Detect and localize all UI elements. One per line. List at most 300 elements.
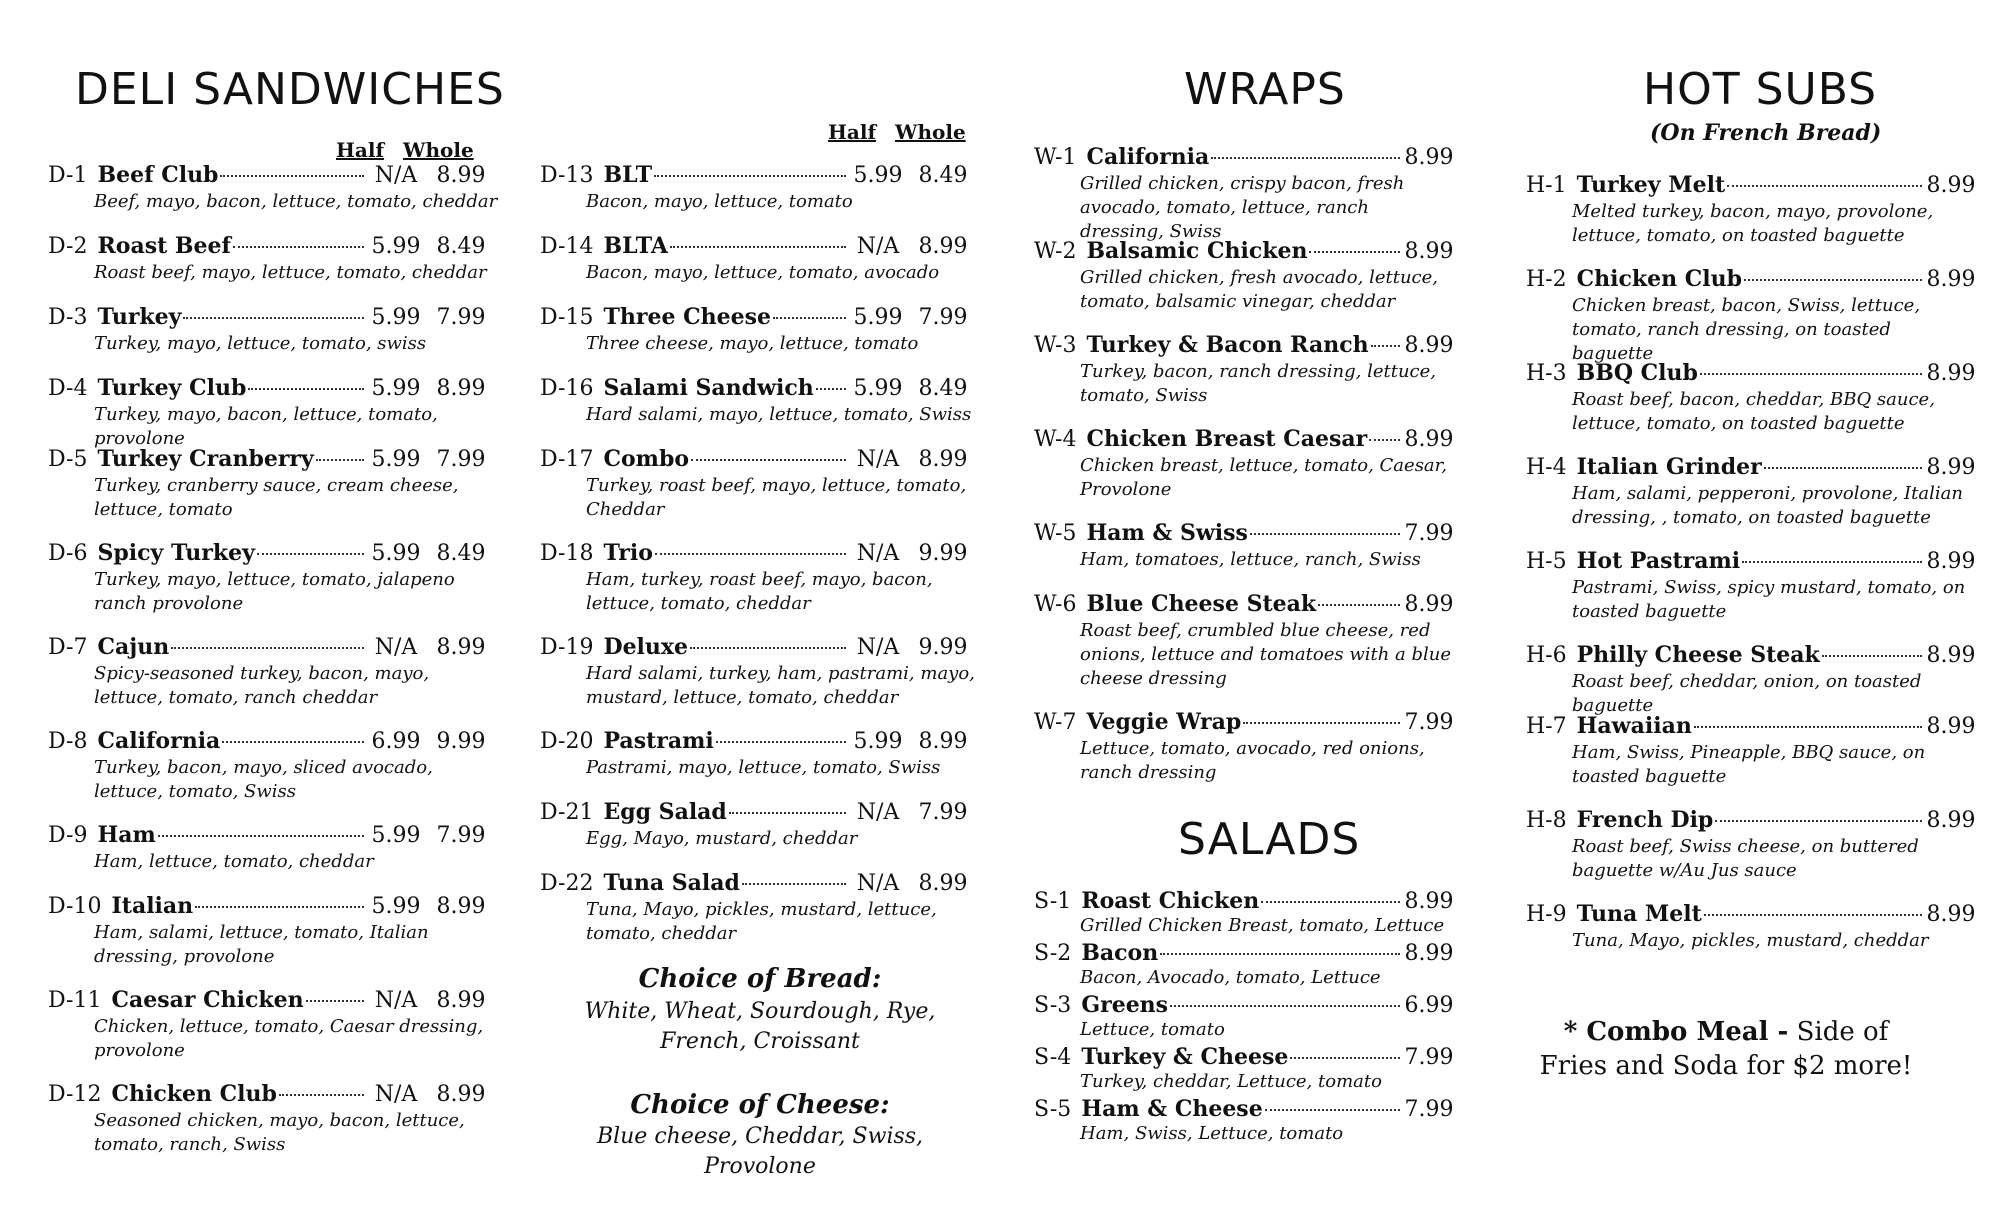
item-description: Grilled chicken, fresh avocado, lettuce, tomato, balsamic vinegar, cheddar — [1080, 267, 1439, 312]
item-code: W-2 — [1034, 239, 1077, 264]
item-description: Ham, turkey, roast beef, mayo, bacon, lettuce, tomato, cheddar — [586, 569, 933, 614]
deli-sandwiches-section — [48, 0, 505, 1214]
menu-item-row — [1034, 1096, 1454, 1122]
menu-item-row — [48, 304, 498, 330]
item-name: Ham & Swiss — [1086, 520, 1248, 546]
item-name: Italian — [111, 893, 194, 919]
item-name: Blue Cheese Steak — [1086, 591, 1317, 617]
item-code: D-11 — [48, 988, 102, 1013]
choice-of-bread-title: Choice of Bread: — [638, 964, 882, 994]
item-name: Cajun — [97, 634, 170, 660]
item-code: S-2 — [1034, 941, 1072, 966]
item-code: S-5 — [1034, 1097, 1072, 1122]
half-price: 5.99 — [371, 541, 421, 566]
item-code: D-20 — [540, 729, 594, 754]
salads-title: SALADS — [1178, 814, 1361, 865]
menu-item — [48, 634, 498, 710]
half-column-label-2: Half — [828, 120, 877, 144]
dot-leader — [1371, 345, 1400, 347]
menu-item-row — [540, 870, 980, 896]
menu-item — [1526, 713, 1976, 789]
item-code: H-6 — [1526, 643, 1567, 668]
half-price: N/A — [374, 635, 418, 660]
item-name: Roast Chicken — [1081, 888, 1260, 914]
whole-price: 8.99 — [436, 376, 486, 401]
item-price: 8.99 — [1926, 643, 1976, 668]
dot-leader — [1694, 726, 1922, 728]
item-code: D-13 — [540, 163, 594, 188]
menu-item — [1526, 172, 1976, 248]
item-code: D-2 — [48, 234, 88, 259]
half-price: 5.99 — [371, 447, 421, 472]
item-code: W-4 — [1034, 427, 1077, 452]
dot-leader — [171, 647, 364, 649]
item-name: Caesar Chicken — [111, 987, 304, 1013]
menu-item — [1034, 888, 1454, 938]
item-description: Pastrami, Swiss, spicy mustard, tomato, on toasted baguette — [1572, 577, 1966, 622]
wraps-salads-section — [1034, 0, 1474, 1214]
menu-item-row — [1526, 266, 1976, 292]
item-name: California — [97, 728, 221, 754]
item-price: 8.99 — [1404, 592, 1454, 617]
item-description: Ham, salami, pepperoni, provolone, Italian dressing, , tomato, on toasted baguette — [1572, 483, 1963, 528]
dot-leader — [1265, 1109, 1400, 1111]
item-description: Roast beef, cheddar, onion, on toasted baguette — [1572, 671, 1922, 716]
menu-item — [1034, 520, 1454, 572]
item-code: D-5 — [48, 447, 88, 472]
item-price: 8.99 — [1926, 173, 1976, 198]
menu-item-row — [540, 233, 980, 259]
item-price: 8.99 — [1404, 333, 1454, 358]
item-description: Hard salami, turkey, ham, pastrami, mayo, mustard, lettuce, tomato, cheddar — [586, 663, 975, 708]
menu-item — [48, 304, 498, 356]
dot-leader — [220, 175, 364, 177]
whole-price: 8.49 — [918, 163, 968, 188]
menu-item — [1526, 901, 1976, 953]
item-code: D-1 — [48, 163, 88, 188]
menu-item-row — [48, 446, 498, 472]
menu-item — [48, 987, 498, 1063]
half-price: 5.99 — [371, 376, 421, 401]
half-price: N/A — [856, 541, 900, 566]
menu-item — [540, 799, 980, 851]
menu-item — [540, 634, 980, 710]
half-price: N/A — [856, 871, 900, 896]
menu-item-row — [1034, 940, 1454, 966]
item-description: Lettuce, tomato, avocado, red onions, ranch dressing — [1080, 738, 1425, 783]
dot-leader — [222, 741, 364, 743]
menu-item — [1526, 266, 1976, 366]
item-code: H-3 — [1526, 361, 1567, 386]
item-price: 8.99 — [1404, 145, 1454, 170]
half-price: N/A — [856, 800, 900, 825]
dot-leader — [1704, 914, 1922, 916]
menu-item — [48, 233, 498, 285]
item-description: Tuna, Mayo, pickles, mustard, lettuce, tomato, cheddar — [586, 899, 937, 944]
menu-item — [1034, 144, 1454, 244]
item-name: Chicken Club — [111, 1081, 277, 1107]
item-code: D-3 — [48, 305, 88, 330]
choice-of-cheese-title: Choice of Cheese: — [630, 1090, 890, 1120]
item-description: Roast beef, bacon, cheddar, BBQ sauce, lettuce, tomato, on toasted baguette — [1572, 389, 1935, 434]
item-description: Hard salami, mayo, lettuce, tomato, Swiss — [586, 404, 972, 425]
dot-leader — [158, 835, 364, 837]
item-name: Salami Sandwich — [603, 375, 814, 401]
item-description: Roast beef, Swiss cheese, on buttered baguette w/Au Jus sauce — [1572, 836, 1919, 881]
whole-price: 8.49 — [918, 376, 968, 401]
menu-item-row — [48, 987, 498, 1013]
menu-item-row — [48, 634, 498, 660]
deli-sandwiches-continued-section — [540, 0, 980, 1214]
item-name: BBQ Club — [1576, 360, 1698, 386]
whole-price: 8.99 — [918, 729, 968, 754]
dot-leader — [691, 459, 846, 461]
item-name: California — [1086, 144, 1210, 170]
dot-leader — [1700, 373, 1922, 375]
dot-leader — [729, 812, 846, 814]
whole-price: 7.99 — [436, 447, 486, 472]
dot-leader — [316, 459, 364, 461]
menu-item — [1034, 426, 1454, 502]
dot-leader — [1250, 533, 1400, 535]
item-price: 7.99 — [1404, 521, 1454, 546]
menu-item-row — [1526, 642, 1976, 668]
item-name: French Dip — [1576, 807, 1714, 833]
item-description: Egg, Mayo, mustard, cheddar — [586, 828, 858, 849]
dot-leader — [654, 175, 846, 177]
item-description: Ham, Swiss, Pineapple, BBQ sauce, on toasted baguette — [1572, 742, 1926, 787]
menu-item — [1526, 548, 1976, 624]
dot-leader — [816, 388, 846, 390]
item-code: S-1 — [1034, 889, 1072, 914]
item-code: H-4 — [1526, 455, 1567, 480]
menu-item — [540, 728, 980, 780]
hot-subs-subtitle: (On French Bread) — [1650, 120, 1882, 146]
dot-leader — [1764, 467, 1922, 469]
menu-item — [1526, 360, 1976, 436]
half-price: N/A — [374, 1082, 418, 1107]
item-name: Chicken Club — [1576, 266, 1743, 292]
item-name: Egg Salad — [603, 799, 727, 825]
whole-price: 9.99 — [918, 541, 968, 566]
item-price: 7.99 — [1404, 710, 1454, 735]
item-price: 8.99 — [1404, 889, 1454, 914]
dot-leader — [1318, 604, 1400, 606]
menu-item — [1526, 454, 1976, 530]
item-name: Turkey Club — [97, 375, 247, 401]
item-code: W-1 — [1034, 145, 1077, 170]
menu-item-row — [1034, 591, 1454, 617]
item-description: Chicken, lettuce, tomato, Caesar dressing, provolone — [94, 1016, 484, 1061]
whole-price: 7.99 — [436, 823, 486, 848]
menu-item — [540, 446, 980, 522]
half-price: 5.99 — [853, 729, 903, 754]
half-price: 6.99 — [371, 729, 421, 754]
menu-item-row — [1034, 1044, 1454, 1070]
menu-item-row — [1034, 332, 1454, 358]
dot-leader — [1369, 439, 1400, 441]
item-description: Bacon, mayo, lettuce, tomato — [586, 191, 853, 212]
choice-of-cheese-text: Blue cheese, Cheddar, Swiss, Provolone — [596, 1124, 924, 1179]
item-name: Philly Cheese Steak — [1576, 642, 1820, 668]
dot-leader — [1170, 1005, 1400, 1007]
menu-item-row — [48, 162, 498, 188]
menu-item-row — [48, 893, 498, 919]
half-price: N/A — [856, 234, 900, 259]
item-code: S-3 — [1034, 993, 1072, 1018]
item-name: Spicy Turkey — [97, 540, 255, 566]
item-code: H-1 — [1526, 173, 1567, 198]
item-name: Tuna Melt — [1576, 901, 1702, 927]
item-description: Melted turkey, bacon, mayo, provolone, lettuce, tomato, on toasted baguette — [1572, 201, 1934, 246]
item-name: Turkey Cranberry — [97, 446, 314, 472]
item-code: H-5 — [1526, 549, 1567, 574]
half-price: 5.99 — [371, 823, 421, 848]
menu-item-row — [48, 822, 498, 848]
item-description: Bacon, mayo, lettuce, tomato, avocado — [586, 262, 940, 283]
item-description: Turkey, cranberry sauce, cream cheese, lettuce, tomato — [94, 475, 459, 520]
menu-item-row — [1034, 992, 1454, 1018]
dot-leader — [279, 1094, 364, 1096]
menu-item — [1034, 1044, 1454, 1094]
menu-item-row — [1034, 888, 1454, 914]
dot-leader — [1742, 561, 1922, 563]
item-name: Turkey & Bacon Ranch — [1086, 332, 1369, 358]
item-price: 8.99 — [1404, 239, 1454, 264]
item-code: D-6 — [48, 541, 88, 566]
item-code: D-10 — [48, 894, 102, 919]
whole-price: 8.99 — [436, 988, 486, 1013]
whole-price: 8.99 — [436, 894, 486, 919]
menu-item-row — [48, 375, 498, 401]
dot-leader — [690, 647, 846, 649]
half-price: 5.99 — [853, 376, 903, 401]
item-description: Turkey, bacon, ranch dressing, lettuce, tomato, Swiss — [1080, 361, 1437, 406]
item-description: Chicken breast, lettuce, tomato, Caesar, Provolone — [1080, 455, 1448, 500]
item-description: Lettuce, tomato — [1080, 1019, 1225, 1040]
item-name: Deluxe — [603, 634, 689, 660]
half-price: 5.99 — [853, 163, 903, 188]
item-name: Turkey — [97, 304, 182, 330]
menu-item-row — [1034, 144, 1454, 170]
item-code: D-4 — [48, 376, 88, 401]
item-code: W-3 — [1034, 333, 1077, 358]
half-column-label: Half — [336, 138, 385, 162]
item-code: H-9 — [1526, 902, 1567, 927]
menu-item-row — [540, 375, 980, 401]
item-description: Ham, lettuce, tomato, cheddar — [94, 851, 374, 872]
dot-leader — [742, 883, 846, 885]
item-code: D-19 — [540, 635, 594, 660]
item-name: Hot Pastrami — [1576, 548, 1741, 574]
menu-item — [540, 304, 980, 356]
item-description: Chicken breast, bacon, Swiss, lettuce, tomato, ranch dressing, on toasted baguette — [1572, 295, 1921, 364]
choice-of-bread-text: White, Wheat, Sourdough, Rye, French, Croissant — [584, 999, 936, 1054]
item-name: Turkey & Cheese — [1081, 1044, 1289, 1070]
item-description: Turkey, roast beef, mayo, lettuce, tomato, Cheddar — [586, 475, 967, 520]
menu-item-row — [1526, 454, 1976, 480]
dot-leader — [257, 553, 364, 555]
item-description: Pastrami, mayo, lettuce, tomato, Swiss — [586, 757, 941, 778]
item-code: W-7 — [1034, 710, 1077, 735]
item-description: Turkey, mayo, bacon, lettuce, tomato, provolone — [94, 404, 438, 449]
menu-item — [1034, 992, 1454, 1042]
item-name: Bacon — [1081, 940, 1159, 966]
half-price: 5.99 — [371, 234, 421, 259]
whole-column-label: Whole — [403, 138, 474, 162]
item-name: Greens — [1081, 992, 1169, 1018]
item-name: Three Cheese — [603, 304, 771, 330]
dot-leader — [1160, 953, 1400, 955]
item-price: 8.99 — [1926, 902, 1976, 927]
menu-item-row — [1034, 238, 1454, 264]
menu-item — [1034, 238, 1454, 314]
dot-leader — [1822, 655, 1922, 657]
item-code: D-17 — [540, 447, 594, 472]
dot-leader — [670, 246, 846, 248]
menu-item — [48, 728, 498, 804]
item-name: Italian Grinder — [1576, 454, 1762, 480]
half-price: 5.99 — [853, 305, 903, 330]
item-description: Turkey, cheddar, Lettuce, tomato — [1080, 1071, 1382, 1092]
item-name: Veggie Wrap — [1086, 709, 1242, 735]
item-code: D-18 — [540, 541, 594, 566]
menu-item-row — [48, 728, 498, 754]
wraps-title: WRAPS — [1184, 64, 1346, 115]
menu-item — [540, 233, 980, 285]
whole-price: 8.99 — [436, 635, 486, 660]
item-price: 8.99 — [1404, 427, 1454, 452]
menu-item-row — [48, 233, 498, 259]
menu-item — [48, 540, 498, 616]
item-description: Tuna, Mayo, pickles, mustard, cheddar — [1572, 930, 1929, 951]
whole-price: 8.99 — [918, 234, 968, 259]
whole-price: 7.99 — [436, 305, 486, 330]
dot-leader — [1261, 901, 1400, 903]
whole-price: 8.99 — [918, 871, 968, 896]
item-description: Ham, salami, lettuce, tomato, Italian dressing, provolone — [94, 922, 429, 967]
dot-leader — [1290, 1057, 1400, 1059]
menu-item-row — [1526, 807, 1976, 833]
item-code: S-4 — [1034, 1045, 1072, 1070]
whole-price: 9.99 — [436, 729, 486, 754]
whole-price: 8.49 — [436, 541, 486, 566]
whole-price: 7.99 — [918, 800, 968, 825]
dot-leader — [773, 317, 846, 319]
item-code: D-21 — [540, 800, 594, 825]
item-description: Three cheese, mayo, lettuce, tomato — [586, 333, 919, 354]
item-description: Bacon, Avocado, tomato, Lettuce — [1080, 967, 1381, 988]
whole-price: 7.99 — [918, 305, 968, 330]
item-name: Trio — [603, 540, 653, 566]
item-description: Beef, mayo, bacon, lettuce, tomato, cheddar — [94, 191, 498, 212]
item-code: D-22 — [540, 871, 594, 896]
hot-subs-section — [1526, 0, 1976, 1214]
dot-leader — [1727, 185, 1922, 187]
item-code: H-2 — [1526, 267, 1567, 292]
dot-leader — [1309, 251, 1400, 253]
menu-item-row — [540, 162, 980, 188]
combo-meal-note — [1526, 1015, 1926, 1083]
menu-item-row — [540, 540, 980, 566]
menu-item — [48, 1081, 498, 1157]
menu-item-row — [1034, 709, 1454, 735]
dot-leader — [248, 388, 364, 390]
dot-leader — [183, 317, 364, 319]
item-description: Ham, Swiss, Lettuce, tomato — [1080, 1123, 1344, 1144]
menu-item — [540, 540, 980, 616]
half-price: 5.99 — [371, 894, 421, 919]
item-name: Ham — [97, 822, 156, 848]
item-name: Ham & Cheese — [1081, 1096, 1263, 1122]
item-name: Roast Beef — [97, 233, 231, 259]
item-code: D-8 — [48, 729, 88, 754]
menu-item-row — [540, 446, 980, 472]
menu-item-row — [48, 540, 498, 566]
item-price: 8.99 — [1926, 455, 1976, 480]
item-description: Grilled chicken, crispy bacon, fresh avocado, tomato, lettuce, ranch dressing, Swiss — [1080, 173, 1405, 242]
item-price: 8.99 — [1926, 808, 1976, 833]
item-name: BLTA — [603, 233, 668, 259]
whole-price: 8.99 — [918, 447, 968, 472]
item-code: D-7 — [48, 635, 88, 660]
menu-item — [1034, 709, 1454, 785]
item-description: Ham, tomatoes, lettuce, ranch, Swiss — [1080, 549, 1421, 570]
whole-column-label-2: Whole — [895, 120, 966, 144]
item-price: 8.99 — [1926, 714, 1976, 739]
item-price: 6.99 — [1404, 993, 1454, 1018]
item-code: H-8 — [1526, 808, 1567, 833]
menu-item — [48, 822, 498, 874]
dot-leader — [1715, 820, 1922, 822]
hot-subs-title: HOT SUBS — [1643, 64, 1878, 115]
item-code: D-9 — [48, 823, 88, 848]
menu-item — [48, 446, 498, 522]
half-price: N/A — [856, 447, 900, 472]
combo-meal-label: * Combo Meal - — [1563, 1017, 1789, 1047]
item-name: Chicken Breast Caesar — [1086, 426, 1368, 452]
menu-item-row — [1526, 172, 1976, 198]
menu-item — [48, 893, 498, 969]
menu-item — [1034, 1096, 1454, 1146]
menu-item-row — [540, 728, 980, 754]
whole-price: 8.49 — [436, 234, 486, 259]
menu-item-row — [540, 304, 980, 330]
menu-item-row — [1034, 426, 1454, 452]
whole-price: 8.99 — [436, 1082, 486, 1107]
menu-item-row — [540, 634, 980, 660]
whole-price: 8.99 — [436, 163, 486, 188]
item-name: Pastrami — [603, 728, 714, 754]
item-description: Spicy-seasoned turkey, bacon, mayo, lettuce, tomato, ranch cheddar — [94, 663, 430, 708]
item-name: BLT — [603, 162, 653, 188]
combo-meal-text: Side of Fries and Soda for $2 more! — [1539, 1017, 1913, 1081]
dot-leader — [1211, 157, 1400, 159]
item-name: Beef Club — [97, 162, 219, 188]
item-description: Roast beef, crumbled blue cheese, red onions, lettuce and tomatoes with a blue cheese dressing — [1080, 620, 1452, 689]
dot-leader — [1744, 279, 1922, 281]
item-price: 8.99 — [1926, 361, 1976, 386]
dot-leader — [195, 906, 364, 908]
item-price: 7.99 — [1404, 1045, 1454, 1070]
item-code: H-7 — [1526, 714, 1567, 739]
menu-item — [1034, 591, 1454, 691]
menu-item-row — [1526, 713, 1976, 739]
item-description: Grilled Chicken Breast, tomato, Lettuce — [1080, 915, 1445, 936]
half-price: N/A — [374, 988, 418, 1013]
item-name: Tuna Salad — [603, 870, 740, 896]
menu-item — [540, 162, 980, 214]
